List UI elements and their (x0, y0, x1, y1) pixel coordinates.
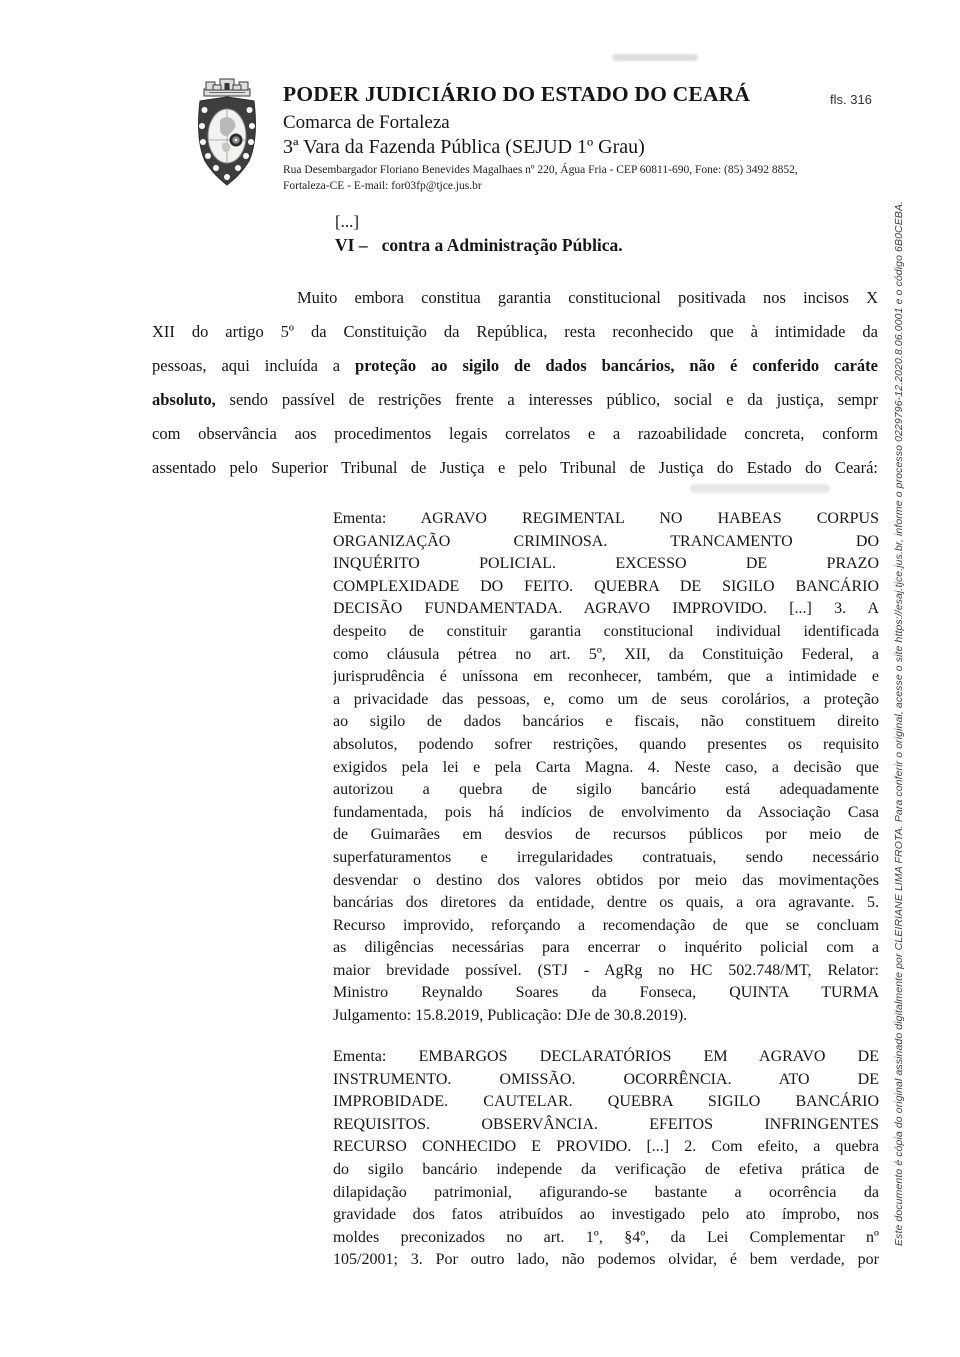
text-line (333, 1046, 879, 1069)
text-line (333, 553, 879, 576)
ellipsis-marker: [...] (335, 212, 360, 231)
text-segment: as diligências necessárias para encerrar o inquérito policial com a (333, 939, 879, 957)
text-segment: 105/2001; 3. Por outro lado, não podemos olvidar, é bem verdade, por (333, 1251, 879, 1269)
text-segment: a privacidade das pessoas, e, como um de seus corolários, a proteção (333, 690, 879, 708)
text-segment: superfaturamentos e irregularidades contratuais, sendo necessário (333, 848, 879, 866)
text-line (333, 1091, 879, 1114)
text-segment: ao sigilo de dados bancários e fiscais, não constituem direito (333, 713, 879, 731)
text-segment: dilapidação patrimonial, afigurando-se bastante a ocorrência da (333, 1183, 879, 1201)
text-line (333, 598, 879, 621)
ceara-coat-of-arms-logo (176, 76, 278, 188)
text-line (152, 451, 878, 485)
bold-text-segment: absoluto, (152, 390, 216, 409)
text-line (333, 915, 879, 938)
text-segment: absolutos, podendo sofrer restrições, quando presentes os requisito (333, 735, 879, 753)
text-line (333, 508, 879, 531)
text-segment: DECISÃO FUNDAMENTADA. AGRAVO IMPROVIDO. [...] 3. A (333, 600, 879, 618)
text-line (333, 937, 879, 960)
text-segment: autorizou a quebra de sigilo bancário está adequadamente (333, 781, 879, 799)
section-heading-text: contra a Administração Pública. (381, 235, 623, 255)
text-segment: moldes preconizados no art. 1º, §4º, da Lei Complementar nº (333, 1228, 879, 1246)
text-line (333, 1005, 879, 1028)
text-segment: Ementa: EMBARGOS DECLARATÓRIOS EM AGRAVO DE (333, 1048, 879, 1065)
text-line (333, 779, 879, 802)
text-line (333, 689, 879, 712)
text-line (333, 531, 879, 554)
text-segment: ORGANIZAÇÃO CRIMINOSA. TRANCAMENTO DO (333, 532, 879, 550)
text-line (333, 824, 879, 847)
text-segment: REQUISITOS. OBSERVÂNCIA. EFEITOS INFRINGENTES (333, 1115, 879, 1133)
vara-line: 3ª Vara da Fazenda Pública (SEJUD 1º Grau) (283, 136, 645, 158)
court-title: PODER JUDICIÁRIO DO ESTADO DO CEARÁ (283, 82, 751, 106)
scan-artifact (612, 54, 698, 61)
text-segment: de Guimarães em desvios de recursos públicos por meio de (333, 826, 879, 844)
text-segment: INSTRUMENTO. OMISSÃO. OCORRÊNCIA. ATO DE (333, 1070, 879, 1088)
text-line (333, 802, 879, 825)
text-line (333, 1182, 879, 1205)
comarca-line: Comarca de Fortaleza (283, 112, 450, 133)
text-segment: bancárias dos diretores da entidade, dentre os quais, a ora agravante. 5. (333, 894, 879, 912)
text-line (333, 1204, 879, 1227)
text-line (333, 870, 879, 893)
text-line (333, 1114, 879, 1137)
text-segment: Ministro Reynaldo Soares da Fonseca, QUINTA TURMA (333, 984, 879, 1002)
text-segment: assentado pelo Superior Tribunal de Justiça e pelo Tribunal de Justiça do Estado do Ceará: (152, 458, 878, 477)
address-line-1: Rua Desembargador Floriano Benevides Magalhaes nº 220, Água Fria - CEP 60811-690, Fone: (85) 3492 8852, (283, 164, 798, 176)
text-line (333, 960, 879, 983)
text-line (333, 1227, 879, 1250)
scan-artifact (690, 484, 830, 493)
main-paragraph (152, 281, 878, 485)
ementa-quote-1 (333, 508, 879, 1028)
text-segment: gravidade dos fatos atribuídos ao investigado pelo ato ímprobo, nos (333, 1206, 879, 1224)
address-line-2: Fortaleza-CE - E-mail: for03fp@tjce.jus.br (283, 180, 482, 192)
section-heading-vi (335, 235, 623, 256)
text-line (333, 847, 879, 870)
text-segment: Ementa: AGRAVO REGIMENTAL NO HABEAS CORPUS (333, 510, 879, 527)
text-line (152, 349, 878, 383)
text-segment: Recurso improvido, reforçando a recomendação de que se concluam (333, 916, 879, 934)
text-segment: maior brevidade possível. (STJ - AgRg no HC 502.748/MT, Relator: (333, 961, 879, 979)
text-segment: Julgamento: 15.8.2019, Publicação: DJe de 30.8.2019). (333, 1007, 688, 1025)
text-line (333, 711, 879, 734)
page-folio-number: fls. 316 (830, 92, 872, 107)
text-segment: RECURSO CONHECIDO E PROVIDO. [...] 2. Com efeito, a quebra (333, 1138, 879, 1156)
text-segment: sendo passível de restrições frente a interesses público, social e da justiça, sempr (215, 390, 878, 409)
text-line (333, 1136, 879, 1159)
text-segment: despeito de constituir garantia constitucional individual identificada (333, 622, 879, 640)
text-line (333, 892, 879, 915)
digital-signature-stamp: Este documento é cópia do original assinado digitalmente por CLEIRIANE LIMA FROTA. Para conferir o original, acesse o site https://esaj.tjce.jus.br, informe o processo 0229796-12.2020.8.06.0001 e o código 6B0CEBA. (893, 200, 905, 1246)
text-line (333, 621, 879, 644)
bold-text-segment: proteção ao sigilo de dados bancários, não é conferido caráte (355, 356, 878, 375)
text-line (152, 281, 878, 315)
text-line (152, 417, 878, 451)
text-segment: Muito embora constitua garantia constitucional positivada nos incisos X (297, 288, 878, 307)
text-segment: exigidos pela lei e pela Carta Magna. 4. Neste caso, a decisão que (333, 758, 879, 776)
text-line (333, 1159, 879, 1182)
text-segment: como cláusula pétrea no art. 5º, XII, da Constituição Federal, a (333, 645, 879, 663)
text-line (333, 1069, 879, 1092)
text-segment: com observância aos procedimentos legais correlatos e a razoabilidade concreta, conform (152, 424, 878, 443)
text-segment: desvendar o destino dos valores obtidos por meio das movimentações (333, 871, 879, 889)
text-segment: COMPLEXIDADE DO FEITO. QUEBRA DE SIGILO BANCÁRIO (333, 577, 879, 595)
text-segment: IMPROBIDADE. CAUTELAR. QUEBRA SIGILO BANCÁRIO (333, 1093, 879, 1111)
text-line (152, 315, 878, 349)
text-line (333, 757, 879, 780)
text-segment: do sigilo bancário independe da verificação de efetiva prática de (333, 1160, 879, 1178)
text-line (333, 666, 879, 689)
text-segment: XII do artigo 5º da Constituição da República, resta reconhecido que à intimidade da (152, 322, 878, 341)
text-line (333, 644, 879, 667)
text-segment: INQUÉRITO POLICIAL. EXCESSO DE PRAZO (333, 555, 879, 573)
text-line (333, 576, 879, 599)
text-segment: jurisprudência é uníssona em reconhecer, também, que a intimidade e (333, 668, 879, 686)
text-line (333, 1249, 879, 1272)
text-line (333, 734, 879, 757)
text-segment: pessoas, aqui incluída a (152, 356, 356, 375)
text-line (333, 982, 879, 1005)
text-segment: fundamentada, pois há indícios de envolvimento da Associação Casa (333, 803, 879, 821)
section-numeral: VI – (335, 235, 368, 255)
text-line (152, 383, 878, 417)
ementa-quote-2 (333, 1046, 879, 1272)
